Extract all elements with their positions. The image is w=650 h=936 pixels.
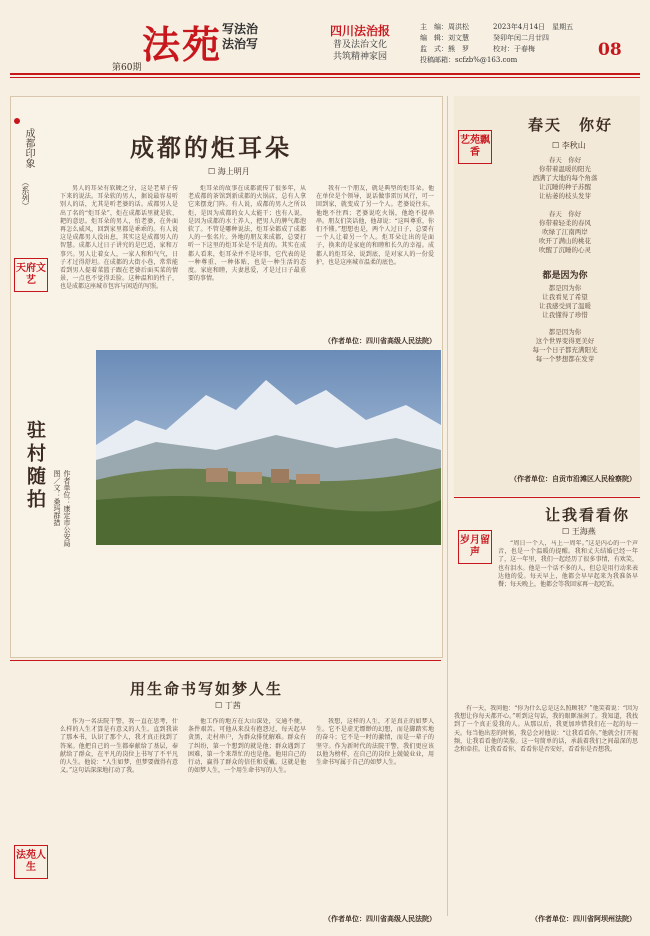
article-column: 我想，这样的人生，才是真正的如梦人生。它不是虚无缥缈的幻想，而是脚踏实地的奋斗；它不是一时的激情，而是一辈子的坚守。作为新时代的法院干警，我们更应该以他为榜样，在自己的岗位上兢兢业业，用生命书写属于自己的如梦人生。 [316, 718, 434, 767]
section-label: 成都印象 [23, 128, 34, 168]
photographer: 图／文：桑玛群措 [53, 470, 61, 526]
section-divider [454, 497, 640, 498]
article-signoff: （作者单位：四川省高级人民法院） [324, 914, 436, 923]
bullet-icon [14, 118, 20, 124]
article-title: 用生命书写如梦人生 [130, 680, 284, 698]
article-column: 男人的耳朵有软硬之分，这是老辈子传下来的说法。耳朵软的男人，据说最容易听别人的话，尤其是听老婆的话。成都男人是出了名的“炬耳朵”，炬在成都话里就是软、耙的意思。炬耳朵的男人，怕老婆，在外面再怎么威风，回到家里都是乖乖的。有人说这是成都男人没出息，其实这是成都男人的智慧。成都人过日子讲究的是巴适，家和万事兴。男人让着女人，一家人和和气气，日子才过得舒坦。在成都的大街小巷，常常能看到男人提着菜篮子跟在老婆后面买菜的情景，一点也不觉得丢脸。这种温和的性子，也是成都这座城市包容与闲适的写照。 [60, 185, 178, 291]
sponsor-line: 共筑精神家园 [332, 52, 387, 62]
article-column: “周日一个人，马上一周年。”这是内心的一个声音，也是一个温暖的提醒。我和丈夫结婚已经一年了，这一年里，我们一起经历了很多事情，有欢笑，也有泪水。他是一个话不多的人，但总是用行动来表达他的爱。每天早上，他都会早早起来为我准备早餐；每天晚上，他都会等我回家再一起吃饭。 [498, 540, 638, 589]
editor-line: 监 式：熊 罗 [420, 45, 469, 53]
article-title: 成都的炬耳朵 [130, 133, 292, 162]
article-column: 有一天，我问他：“你为什么总是这么照顾我？”他笑着说：“因为我想让你每天都开心。”听到这句话，我的眼眶湿润了。我知道，我找到了一个真正爱我的人。从那以后，我更加珍惜我们在一起的每一天。每当他出差的时候，我总会对他说：“让我看看你。”他就会打开视频，让我看看他的笑脸。这一句简单的话，承载着我们之间最深的思念和牵挂。让我看看你，看看你是否安好，看看你是否想我。 [454, 705, 638, 754]
poem-heading: 都是因为你 [542, 271, 588, 281]
sponsor [320, 22, 400, 63]
village-photo [96, 350, 441, 545]
slogan-line: 法治写 [222, 37, 259, 51]
photo-author: 作者单位：康定市公安局 [63, 470, 71, 547]
slogan-line: 写法治 [222, 22, 259, 36]
masthead-rule [10, 73, 640, 75]
article-column: 他工作的地方在大山深处，交通不便，条件艰苦。可他从来没有抱怨过，每天起早贪黑，走村串户，为群众排忧解难。群众有了纠纷，第一个想到的就是他；群众遇到了困难，第一个来帮忙的也是他。他用自己的行动，赢得了群众的信任和爱戴。这就是他的如梦人生，一个用生命书写的人生。 [188, 718, 306, 775]
page-number: 08 [598, 40, 622, 60]
masthead-rule [10, 77, 640, 78]
seal-stamp: 岁月留声 [458, 530, 492, 564]
date-info [493, 22, 573, 55]
poem-byline: ☐ 李秋山 [552, 141, 586, 150]
column-divider [447, 96, 448, 916]
section-series: （系列） [21, 178, 30, 210]
sponsor-name: 四川法治报 [329, 24, 390, 38]
poem-signoff: （作者单位：自贡市沿滩区人民检察院） [510, 474, 636, 483]
article-byline: ☐ 王海燕 [562, 527, 596, 536]
seal-stamp: 天府文艺 [14, 258, 48, 292]
date-line: 癸卯年闰二月廿四 [493, 34, 549, 42]
article-byline: ☐ 丁茜 [215, 701, 241, 710]
editor-line: 投稿邮箱：scfzb%@163.com [420, 56, 518, 64]
editor-line: 编 辑：刘文慧 [420, 34, 469, 42]
article-title: 让我看看你 [545, 506, 631, 524]
article-byline: ☐ 海上明月 [208, 167, 250, 176]
section-divider [10, 660, 441, 661]
issue-badge: 第60期 [112, 63, 142, 73]
poem-stanza: 春天 你好 你带着温暖的阳光 洒满了大地的每个角落 让沉睡的种子苏醒 让枯萎的枝头发芽 [532, 156, 598, 200]
seal-stamp: 艺苑飘香 [458, 130, 492, 164]
article-signoff: （作者单位：四川省高级人民法院） [324, 336, 436, 345]
mountain-village-image [96, 350, 441, 545]
poem-title: 春天 你好 [528, 116, 614, 134]
article-column: 我有一个朋友，就是典型的炬耳朵。他在单位是个领导，说话做事雷厉风行，可一回到家，就变成了另一个人。老婆说往东，他绝不往西；老婆说吃火锅，他绝不提串串。朋友们笑话他，他却说：“这叫尊重，你们不懂。”想想也是，两个人过日子，总要有一个人让着另一个人。炬耳朵让出的是面子，换来的是家庭的和睦和长久的幸福。成都人的炬耳朵，说到底，是对家人的一份爱护，也是这座城市温柔的底色。 [316, 185, 434, 266]
date-line: 校对：于春梅 [493, 45, 535, 53]
date-line: 2023年4月14日 星期五 [493, 23, 574, 31]
poem-stanza: 春天 你好 你带着轻柔的春风 吹绿了江南两岸 吹开了满山的桃花 吹醒了沉睡的心灵 [539, 210, 591, 254]
photo-feature-title: 驻村随拍 [24, 420, 46, 512]
poem-stanza: 都是因为你 让我看见了希望 让我感受到了温暖 让我懂得了珍惜 [539, 284, 591, 319]
editor-line: 主 编：周洪松 [420, 23, 469, 31]
logo: 法苑 [142, 22, 223, 67]
sponsor-line: 普及法治文化 [332, 40, 387, 50]
seal-stamp: 法苑人生 [14, 845, 48, 879]
article-signoff: （作者单位：四川省阿坝州法院） [531, 914, 636, 923]
poem-stanza: 都是因为你 这个世界变得更美好 每一个日子都充满阳光 每一个梦想都在发芽 [532, 328, 598, 363]
article-column: 作为一名法院干警，我一直在思考，什么样的人生才算是有意义的人生。直到我读了那本书，认识了那个人，我才真正找到了答案。他把自己的一生都奉献给了基层，奉献给了群众，在平凡的岗位上书写了不平凡的人生。他说：“人生如梦，但梦要做得有意义。”这句话深深地打动了我。 [60, 718, 178, 775]
slogan [222, 22, 262, 52]
masthead [0, 0, 650, 76]
article-column: 炬耳朵的故事在成都流传了很多年，从老成都的茶馆到新成都的火锅店，总有人拿它来摆龙门阵。有人说，成都的男人之所以炬，是因为成都的女人太能干；也有人说，是因为成都的水土养人，把男人的脾气都泡软了。不管是哪种说法，炬耳朵都成了成都人的一张名片。外地的朋友来成都，总要打听一下这里的炬耳朵是不是真的。其实在成都人看来，炬耳朵并不是坏事，它代表的是一种尊重、一种体贴，也是一种生活的态度。家庭和睦，夫妻恩爱，才是过日子最重要的事情。 [188, 185, 306, 283]
